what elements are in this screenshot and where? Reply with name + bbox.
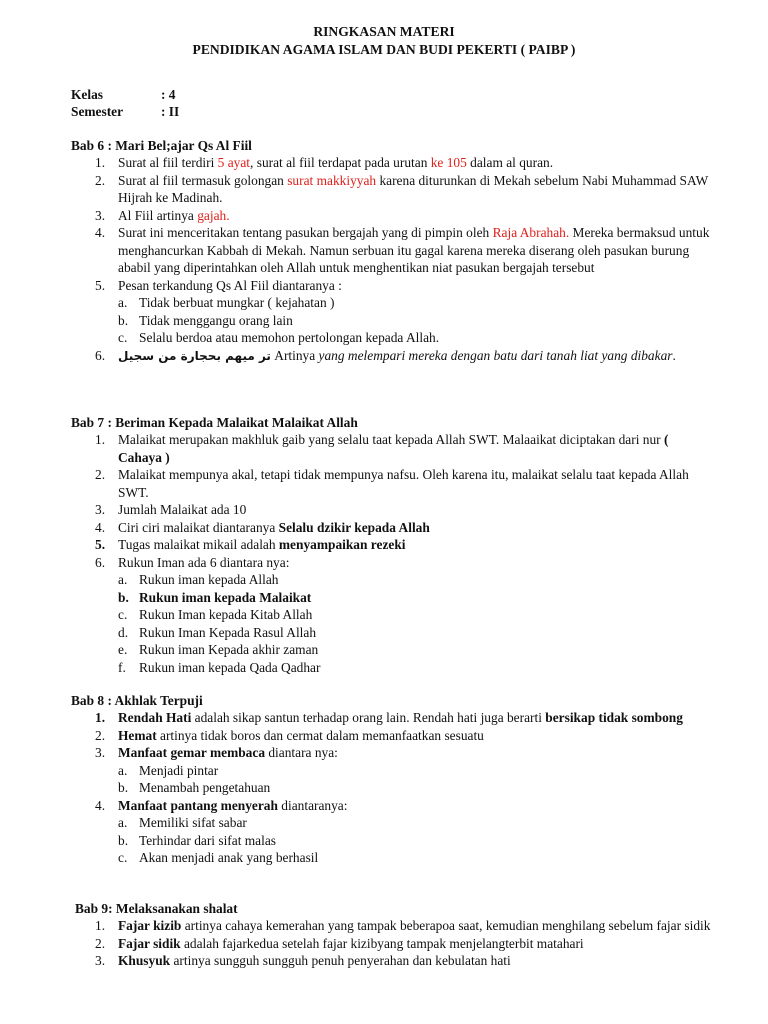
- doc-title-line1: RINGKASAN MATERI: [313, 24, 455, 39]
- sub-item-text: Rukun Iman kepada Kitab Allah: [139, 607, 313, 622]
- sub-item: [71, 659, 711, 677]
- item-text: karena diturunkan di Mekah sebelum Nabi Muhammad SAW Hijrah ke Madinah.: [118, 172, 708, 205]
- item-number: 1.: [95, 155, 106, 170]
- sub-item-text: Tidak menggangu orang lain: [139, 312, 293, 328]
- sub-item-letter: a.: [118, 815, 128, 830]
- sub-item-text: Akan menjadi anak yang berhasil: [139, 850, 319, 865]
- sub-item: [71, 641, 711, 659]
- list-item: [71, 952, 711, 970]
- list-item: [71, 431, 711, 466]
- item-number: 1.: [95, 432, 106, 447]
- sub-item-text: Selalu berdoa atau memohon pertolongan kepada Allah.: [139, 330, 440, 345]
- bold-text: Fajar sidik: [118, 935, 181, 951]
- bab6-list: [71, 154, 711, 365]
- highlight-text: surat makkiyyah: [287, 172, 377, 188]
- sub-list: [71, 571, 711, 676]
- sub-item-letter: a.: [118, 295, 128, 310]
- bab7-list: [71, 431, 711, 676]
- sub-list: [71, 762, 711, 797]
- sub-item-letter: a.: [118, 572, 128, 587]
- item-text: Malaikat mempunya akal, tetapi tidak mempunya nafsu. Oleh karena itu, malaikat selalu taat kepada Allah SWT.: [118, 467, 689, 500]
- sub-item: [71, 779, 711, 797]
- item-text: diantara nya:: [265, 745, 338, 760]
- sub-item-text: Rukun iman kepada Malaikat: [139, 589, 312, 605]
- list-item: [71, 727, 711, 745]
- item-text: Surat al fiil termasuk golongan: [118, 172, 288, 188]
- list-item: [71, 207, 711, 225]
- bold-text: Rendah Hati: [118, 710, 192, 725]
- bold-text: bersikap tidak sombong: [545, 710, 683, 725]
- item-text: Surat ini menceritakan tentang pasukan bergajah yang di pimpin oleh: [118, 225, 493, 240]
- sub-item-text: Rukun Iman Kepada Rasul Allah: [139, 624, 317, 640]
- semester-value: : II: [161, 104, 180, 119]
- item-text: diantaranya:: [277, 797, 348, 813]
- bold-text: ( Cahaya ): [118, 432, 669, 465]
- item-number: 3.: [95, 953, 106, 968]
- item-text: Artinya: [270, 347, 319, 363]
- item-number: 3.: [95, 502, 106, 517]
- sub-item-letter: f.: [118, 659, 126, 675]
- list-item: [71, 709, 711, 727]
- item-number: 6.: [95, 347, 106, 363]
- list-item: [71, 347, 711, 366]
- sub-item-letter: b.: [118, 780, 129, 795]
- sub-list: [71, 294, 711, 347]
- item-text: , surat al fiil terdapat pada urutan: [250, 155, 431, 170]
- italic-text: yang melempari mereka dengan batu dari tanah liat yang dibakar: [318, 347, 673, 363]
- highlight-text: Raja Abrahah.: [492, 225, 570, 240]
- sub-item-letter: b.: [118, 589, 129, 605]
- item-number: 1.: [95, 710, 106, 725]
- item-number: 1.: [95, 918, 106, 933]
- highlight-text: 5 ayat: [217, 155, 251, 170]
- item-number: 2.: [95, 467, 106, 482]
- sub-item: [71, 294, 711, 312]
- highlight-text: gajah.: [197, 207, 230, 223]
- item-text: .: [672, 347, 676, 363]
- item-text: Ciri ciri malaikat diantaranya: [118, 519, 279, 535]
- item-text: Rukun Iman ada 6 diantara nya:: [118, 554, 290, 570]
- item-number: 2.: [95, 727, 106, 743]
- item-number: 2.: [95, 935, 106, 951]
- bold-text: Fajar kizib: [118, 918, 182, 933]
- item-number: 4.: [95, 519, 106, 535]
- item-text: artinya cahaya kemerahan yang tampak beberapoa saat, kemudian menghilang sebelum fajar sidik: [181, 918, 711, 933]
- list-item: [71, 154, 711, 172]
- list-item: [71, 744, 711, 797]
- list-item: [71, 519, 711, 537]
- item-text: Pesan terkandung Qs Al Fiil diantaranya :: [118, 277, 342, 293]
- sub-item-text: Rukun iman kepada Qada Qadhar: [139, 659, 321, 675]
- list-item: [71, 935, 711, 953]
- sub-item: [71, 814, 711, 832]
- item-text: dalam al quran.: [466, 155, 554, 170]
- sub-item-text: Rukun iman kepada Allah: [139, 572, 279, 587]
- bab8-list: [71, 709, 711, 867]
- list-item: [71, 277, 711, 347]
- bab8-heading: Bab 8 : Akhlak Terpuji: [71, 693, 203, 708]
- bab7-heading: Bab 7 : Beriman Kepada Malaikat Malaikat Allah: [71, 415, 358, 430]
- item-text: Mereka bermaksud untuk menghancurkan Kabbah di Mekah. Namun serbuan itu gagal karena mereka diserang oleh pasukan burung ababil yang diperintahkan oleh Allah untuk menghentikan niat pasukan bergajah tersebut: [118, 225, 710, 275]
- list-item: [71, 917, 711, 935]
- doc-title-line2: PENDIDIKAN AGAMA ISLAM DAN BUDI PEKERTI ( PAIBP ): [192, 42, 576, 57]
- highlight-text: ke 105: [430, 155, 467, 170]
- sub-item-text: Memiliki sifat sabar: [139, 815, 247, 830]
- kelas-label: Kelas: [71, 87, 103, 102]
- arabic-verse: تر ميهم بحجارة من سجيل: [118, 348, 271, 363]
- sub-item: [71, 312, 711, 330]
- sub-item: [71, 589, 711, 607]
- bold-text: menyampaikan rezeki: [278, 537, 406, 552]
- item-text: adalah fajarkedua setelah fajar kizibyang tampak menjelangterbit matahari: [180, 935, 584, 951]
- bold-text: Khusyuk: [118, 953, 171, 968]
- sub-item: [71, 571, 711, 589]
- item-text: artinya tidak boros dan cermat dalam memanfaatkan sesuatu: [156, 727, 484, 743]
- bold-text: Manfaat pantang menyerah: [118, 797, 278, 813]
- item-text: artinya sungguh sungguh penuh penyerahan dan kebulatan hati: [170, 953, 511, 968]
- list-item: [71, 172, 711, 207]
- sub-item: [71, 762, 711, 780]
- item-number: 5.: [95, 277, 106, 293]
- meta-semester: [71, 103, 179, 121]
- item-text: Al Fiil artinya: [118, 207, 198, 223]
- meta-kelas: [71, 86, 176, 104]
- item-number: 4.: [95, 225, 106, 240]
- list-item: [71, 466, 711, 501]
- semester-label: Semester: [71, 104, 124, 119]
- sub-item: [71, 624, 711, 642]
- item-number: 5.: [95, 537, 106, 552]
- item-text: adalah sikap santun terhadap orang lain. Rendah hati juga berarti: [191, 710, 546, 725]
- bab6-heading: Bab 6 : Mari Bel;ajar Qs Al Fiil: [71, 138, 252, 153]
- sub-item-letter: d.: [118, 624, 129, 640]
- sub-item: [71, 832, 711, 850]
- sub-item-letter: a.: [118, 762, 128, 778]
- sub-item-text: Tidak berbuat mungkar ( kejahatan ): [139, 295, 335, 310]
- sub-item-text: Menjadi pintar: [139, 762, 219, 778]
- sub-item: [71, 606, 711, 624]
- item-text: Jumlah Malaikat ada 10: [118, 502, 247, 517]
- sub-item-text: Menambah pengetahuan: [139, 780, 271, 795]
- list-item: [71, 797, 711, 867]
- list-item: [71, 501, 711, 519]
- list-item: [71, 554, 711, 677]
- sub-item-letter: c.: [118, 850, 128, 865]
- item-number: 3.: [95, 207, 106, 223]
- sub-item: [71, 849, 711, 867]
- sub-item-letter: b.: [118, 832, 129, 848]
- kelas-value: : 4: [161, 87, 176, 102]
- sub-item: [71, 329, 711, 347]
- sub-item-letter: b.: [118, 312, 129, 328]
- sub-item-letter: c.: [118, 607, 128, 622]
- item-number: 4.: [95, 797, 106, 813]
- item-number: 2.: [95, 172, 106, 188]
- sub-list: [71, 814, 711, 867]
- item-text: Surat al fiil terdiri: [118, 155, 218, 170]
- list-item: [71, 536, 711, 554]
- item-number: 3.: [95, 745, 106, 760]
- bold-text: Selalu dzikir kepada Allah: [278, 519, 430, 535]
- item-number: 6.: [95, 554, 106, 570]
- item-text: Tugas malaikat mikail adalah: [118, 537, 279, 552]
- sub-item-letter: e.: [118, 642, 128, 657]
- bold-text: Manfaat gemar membaca: [118, 745, 266, 760]
- bab9-list: [71, 917, 711, 970]
- bab9-heading: Bab 9: Melaksanakan shalat: [75, 901, 238, 916]
- sub-item-text: Rukun iman Kepada akhir zaman: [139, 642, 319, 657]
- bold-text: Hemat: [118, 727, 157, 743]
- sub-item-text: Terhindar dari sifat malas: [139, 832, 277, 848]
- item-text: Malaikat merupakan makhluk gaib yang selalu taat kepada Allah SWT. Malaaikat diciptakan dari nur: [118, 432, 664, 447]
- sub-item-letter: c.: [118, 330, 128, 345]
- list-item: [71, 224, 711, 277]
